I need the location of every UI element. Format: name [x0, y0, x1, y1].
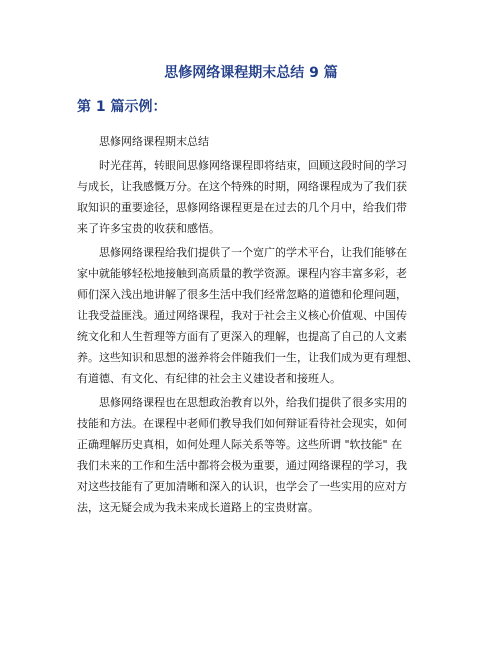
paragraph-line: 与成长，让我感慨万分。在这个特殊的时期，网络课程成为了我们获: [77, 180, 407, 193]
document-title: 思修网络课程期末总结 9 篇: [164, 65, 338, 81]
paragraph-line: 有道德、有文化、有纪律的社会主义建设者和接班人。: [77, 372, 341, 385]
paragraph-2: [77, 242, 427, 389]
paragraph-3: [77, 392, 427, 518]
paragraph-line: 来了许多宝贵的收获和感悟。: [77, 222, 220, 235]
paragraph-line: 我们未来的工作和生活中都将会极为重要，通过网络课程的学习，我: [77, 459, 407, 472]
paragraph-line: 法，这无疑会成为我未来成长道路上的宝贵财富。: [77, 501, 319, 514]
paragraph-line: 思修网络课程给我们提供了一个宽广的学术平台，让我们能够在: [99, 246, 407, 259]
paragraph-line: 让我受益匪浅。通过网络课程，我对于社会主义核心价值观、中国传: [77, 309, 407, 322]
paragraph-line: 养。这些知识和思想的滋养将会伴随我们一生，让我们成为更有理想、: [77, 351, 418, 364]
article-subtitle: 思修网络课程期末总结: [99, 135, 209, 148]
paragraph-line: 师们深入浅出地讲解了很多生活中我们经常忽略的道德和伦理问题，: [77, 288, 407, 301]
section-heading: 第 1 篇示例：: [77, 99, 167, 115]
paragraph-line: 思修网络课程也在思想政治教育以外，给我们提供了很多实用的: [99, 396, 407, 409]
paragraph-1: [77, 155, 427, 239]
paragraph-line: 家中就能够轻松地接触到高质量的教学资源。课程内容丰富多彩，老: [77, 267, 407, 280]
paragraph-line: 正确理解历史真相，如何处理人际关系等等。这些所谓 "软技能" 在: [77, 438, 403, 451]
paragraph-line: 取知识的重要途径，思修网络课程更是在过去的几个月中，给我们带: [77, 201, 407, 214]
paragraph-line: 对这些技能有了更加清晰和深入的认识，也学会了一些实用的应对方: [77, 480, 407, 493]
paragraph-line: 技能和方法。在课程中老师们教导我们如何辩证看待社会现实，如何: [77, 417, 407, 430]
paragraph-line: 统文化和人生哲理等方面有了更深入的理解，也提高了自己的人文素: [77, 330, 407, 343]
document-body: [77, 131, 427, 521]
paragraph-line: 时光荏苒，转眼间思修网络课程即将结束，回顾这段时间的学习: [99, 159, 407, 172]
